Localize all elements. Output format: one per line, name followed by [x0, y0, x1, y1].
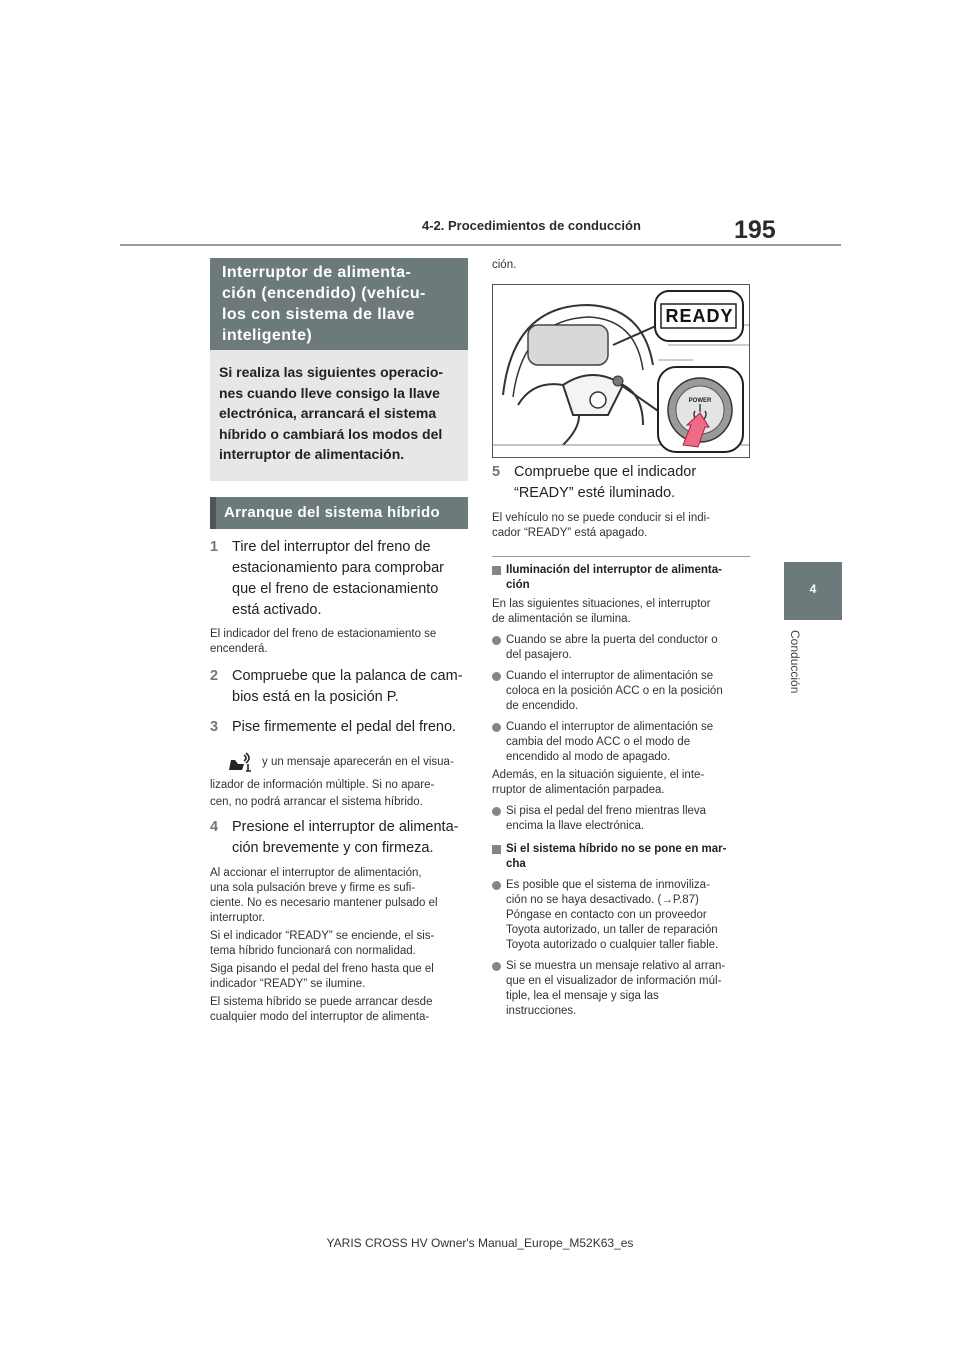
step-4-text: Presione el interruptor de alimenta- ción brevemente y con firmeza.	[232, 819, 459, 856]
step-1-note: El indicador del freno de estacionamiento se encenderá.	[210, 628, 437, 655]
section-heading	[210, 258, 468, 350]
section-heading-text: Interruptor de alimenta- ción (encendido) (vehícu- los con sistema de llave inteligente)	[222, 264, 426, 344]
step-5	[492, 462, 754, 504]
step-4-number: 4	[210, 819, 219, 835]
step-4	[210, 817, 472, 859]
step-5-note: El vehículo no se puede conducir si el indi- cador “READY” está apagado.	[492, 512, 710, 539]
intro-text: Si realiza las siguientes operacio- nes cuando lleve consigo la llave electrónica, arrancará el sistema híbrido o cambiará los modos del interruptor de alimentación.	[219, 364, 444, 462]
step-1-text: Tire del interruptor del freno de estacionamiento para comprobar que el freno de estacionamiento está activado.	[232, 539, 444, 618]
list-item	[492, 959, 754, 1019]
chapter-title: 4-2. Procedimientos de conducción	[422, 218, 641, 233]
section-separator	[492, 556, 750, 557]
list-item	[492, 878, 754, 953]
sub1-extra: Además, en la situación siguiente, el inte- rruptor de alimentación parpadea.	[492, 769, 705, 796]
note-paragraph-1: Al accionar el interruptor de alimentación, una sola pulsación breve y firme es sufi- ciente. No es necesario mantener pulsado el interruptor.	[210, 867, 438, 924]
list-item	[492, 720, 754, 765]
chapter-tab-number: 4	[809, 582, 817, 596]
subsection-heading-bar	[210, 497, 216, 529]
list-item	[492, 633, 754, 663]
step-3-note-b: lizador de información múltiple. Si no apare- cen, no podrá arrancar el sistema híbrido.	[210, 779, 435, 808]
list-item	[492, 669, 754, 714]
step-2-text: Compruebe que la palanca de cam- bios está en la posición P.	[232, 668, 463, 705]
chapter-tab-label: Conducción	[788, 630, 802, 694]
subhead-power-illumination	[492, 563, 754, 593]
subsection-heading	[210, 497, 468, 529]
note-paragraph-4: El sistema híbrido se puede arrancar desde cualquier modo del interruptor de alimenta-	[210, 996, 433, 1023]
circle-bullet-icon	[492, 962, 501, 971]
step-1-number: 1	[210, 539, 219, 555]
step-3-note-a: y un mensaje aparecerán en el visua-	[262, 755, 454, 768]
chapter-tab-label-wrap	[788, 630, 865, 694]
square-bullet-icon	[492, 566, 501, 575]
note-paragraph-3: Siga pisando el pedal del freno hasta que el indicador “READY” se ilumine.	[210, 963, 434, 990]
list-item-text: Cuando se abre la puerta del conductor o del pasajero.	[506, 634, 718, 661]
list-item-text: Es posible que el sistema de inmoviliza- ción no se haya desactivado. (→P.87) Póngase en contacto con un proveedor Toyota autorizado, un taller de reparación Toyota autorizado o cualquier taller fiable.	[506, 879, 719, 951]
intro-box	[210, 350, 468, 481]
circle-bullet-icon	[492, 672, 501, 681]
list-item-text: Si se muestra un mensaje relativo al arran- que en el visualizador de información múl- tiple, lea el mensaje y siga las instrucciones.	[506, 960, 726, 1017]
step-3-note-line	[210, 752, 472, 772]
step-1	[210, 537, 472, 621]
subhead-hybrid-not-starting	[492, 842, 754, 872]
left-body	[210, 537, 472, 1025]
right-body	[492, 462, 754, 541]
notes-block	[492, 563, 754, 1019]
header-rule	[120, 244, 841, 246]
step-2-number: 2	[210, 668, 219, 684]
list-item	[492, 804, 754, 834]
subhead-hybrid-not-starting-text: Si el sistema híbrido no se pone en mar- cha	[506, 843, 727, 870]
step-5-text: Compruebe que el indicador “READY” esté iluminado.	[514, 464, 697, 501]
brake-pedal-icon	[226, 752, 256, 772]
power-button-label: POWER	[688, 398, 712, 404]
circle-bullet-icon	[492, 881, 501, 890]
page-number: 195	[734, 216, 776, 244]
step-3-text: Pise firmemente el pedal del freno.	[232, 719, 457, 735]
sub1-intro: En las siguientes situaciones, el interruptor de alimentación se ilumina.	[492, 598, 711, 625]
list-item-text: Cuando el interruptor de alimentación se coloca en la posición ACC o en la posición de encendido.	[506, 670, 723, 712]
circle-bullet-icon	[492, 807, 501, 816]
ready-indicator-label: READY	[665, 306, 734, 326]
step-3	[210, 717, 472, 738]
dashboard-figure	[492, 284, 750, 458]
step-5-number: 5	[492, 464, 501, 480]
circle-bullet-icon	[492, 636, 501, 645]
circle-bullet-icon	[492, 723, 501, 732]
subsection-heading-text: Arranque del sistema híbrido	[224, 504, 440, 521]
subhead-power-illumination-text: Iluminación del interruptor de alimenta- ción	[506, 564, 722, 591]
square-bullet-icon	[492, 845, 501, 854]
note-paragraph-2: Si el indicador “READY” se enciende, el sis- tema híbrido funcionará con normalidad.	[210, 930, 435, 957]
list-item-text: Cuando el interruptor de alimentación se cambia del modo ACC o el modo de encendido al modo de apagado.	[506, 721, 714, 763]
continuation-text: ción.	[492, 259, 517, 271]
footer-text: YARIS CROSS HV Owner's Manual_Europe_M52K63_es	[326, 1236, 634, 1250]
list-item-text: Si pisa el pedal del freno mientras lleva encima la llave electrónica.	[506, 805, 707, 832]
step-2	[210, 666, 472, 708]
step-3-number: 3	[210, 719, 219, 735]
